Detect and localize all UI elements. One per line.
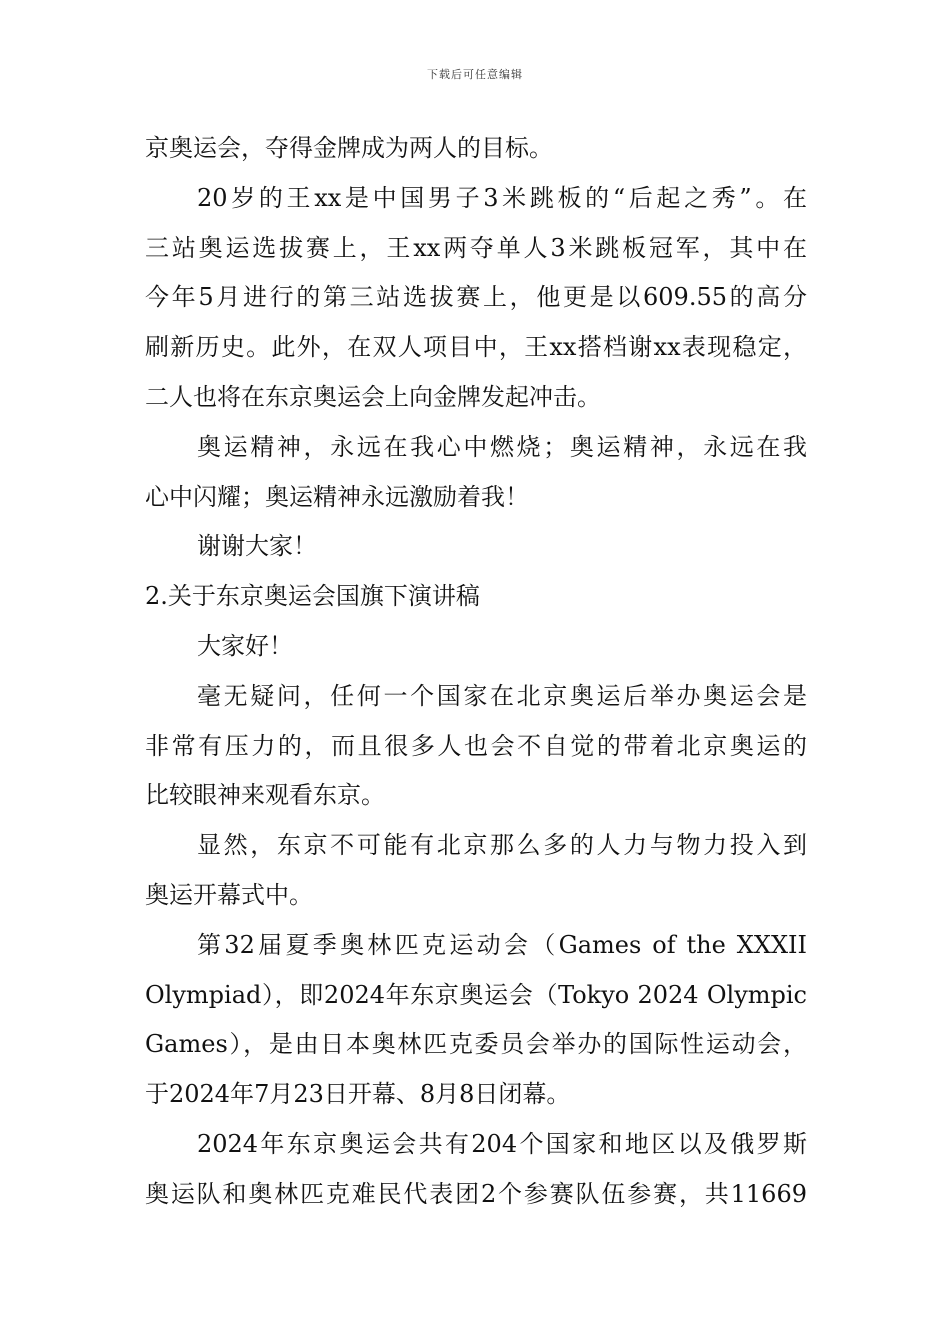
text-line: 心中闪耀；奥运精神永远激励着我！ xyxy=(145,482,529,511)
text-line: 谢谢大家！ xyxy=(197,532,317,561)
text-line: 二人也将在东京奥运会上向金牌发起冲击。 xyxy=(145,382,601,411)
text-line: 2024年东京奥运会共有204个国家和地区以及俄罗斯 xyxy=(197,1129,807,1158)
text-line: 大家好！ xyxy=(197,631,293,660)
text-line: 刷新历史。此外，在双人项目中，王xx搭档谢xx表现稳定， xyxy=(145,333,807,362)
text-line: 比较眼神来观看东京。 xyxy=(145,781,385,810)
text-line: Olympiad），即2024年东京奥运会（Tokyo 2024 Olympic xyxy=(145,980,807,1009)
text-line: Games），是由日本奥林匹克委员会举办的国际性运动会， xyxy=(145,1030,807,1059)
text-line: 奥运队和奥林匹克难民代表团2个参赛队伍参赛，共11669 xyxy=(145,1179,807,1208)
document-body xyxy=(145,124,807,1220)
text-line: 2.关于东京奥运会国旗下演讲稿 xyxy=(145,582,480,611)
text-line: 第32届夏季奥林匹克运动会（Games of the XXXII xyxy=(197,930,807,959)
text-line: 20岁的王xx是中国男子3米跳板的“后起之秀”。在 xyxy=(197,183,807,212)
text-line: 京奥运会，夺得金牌成为两人的目标。 xyxy=(145,134,553,162)
page-header: 下载后可任意编辑 xyxy=(427,68,523,81)
text-line: 毫无疑问，任何一个国家在北京奥运后举办奥运会是 xyxy=(197,681,807,710)
text-line: 非常有压力的，而且很多人也会不自觉的带着北京奥运的 xyxy=(145,731,807,760)
text-line: 于2024年7月23日开幕、8月8日闭幕。 xyxy=(145,1080,571,1109)
text-line: 显然，东京不可能有北京那么多的人力与物力投入到 xyxy=(197,831,807,860)
text-line: 三站奥运选拔赛上，王xx两夺单人3米跳板冠军，其中在 xyxy=(145,233,807,262)
text-line: 奥运开幕式中。 xyxy=(145,880,313,909)
text-line: 奥运精神，永远在我心中燃烧；奥运精神，永远在我 xyxy=(197,432,807,461)
text-line: 今年5月进行的第三站选拔赛上，他更是以609.55的高分 xyxy=(145,283,807,312)
